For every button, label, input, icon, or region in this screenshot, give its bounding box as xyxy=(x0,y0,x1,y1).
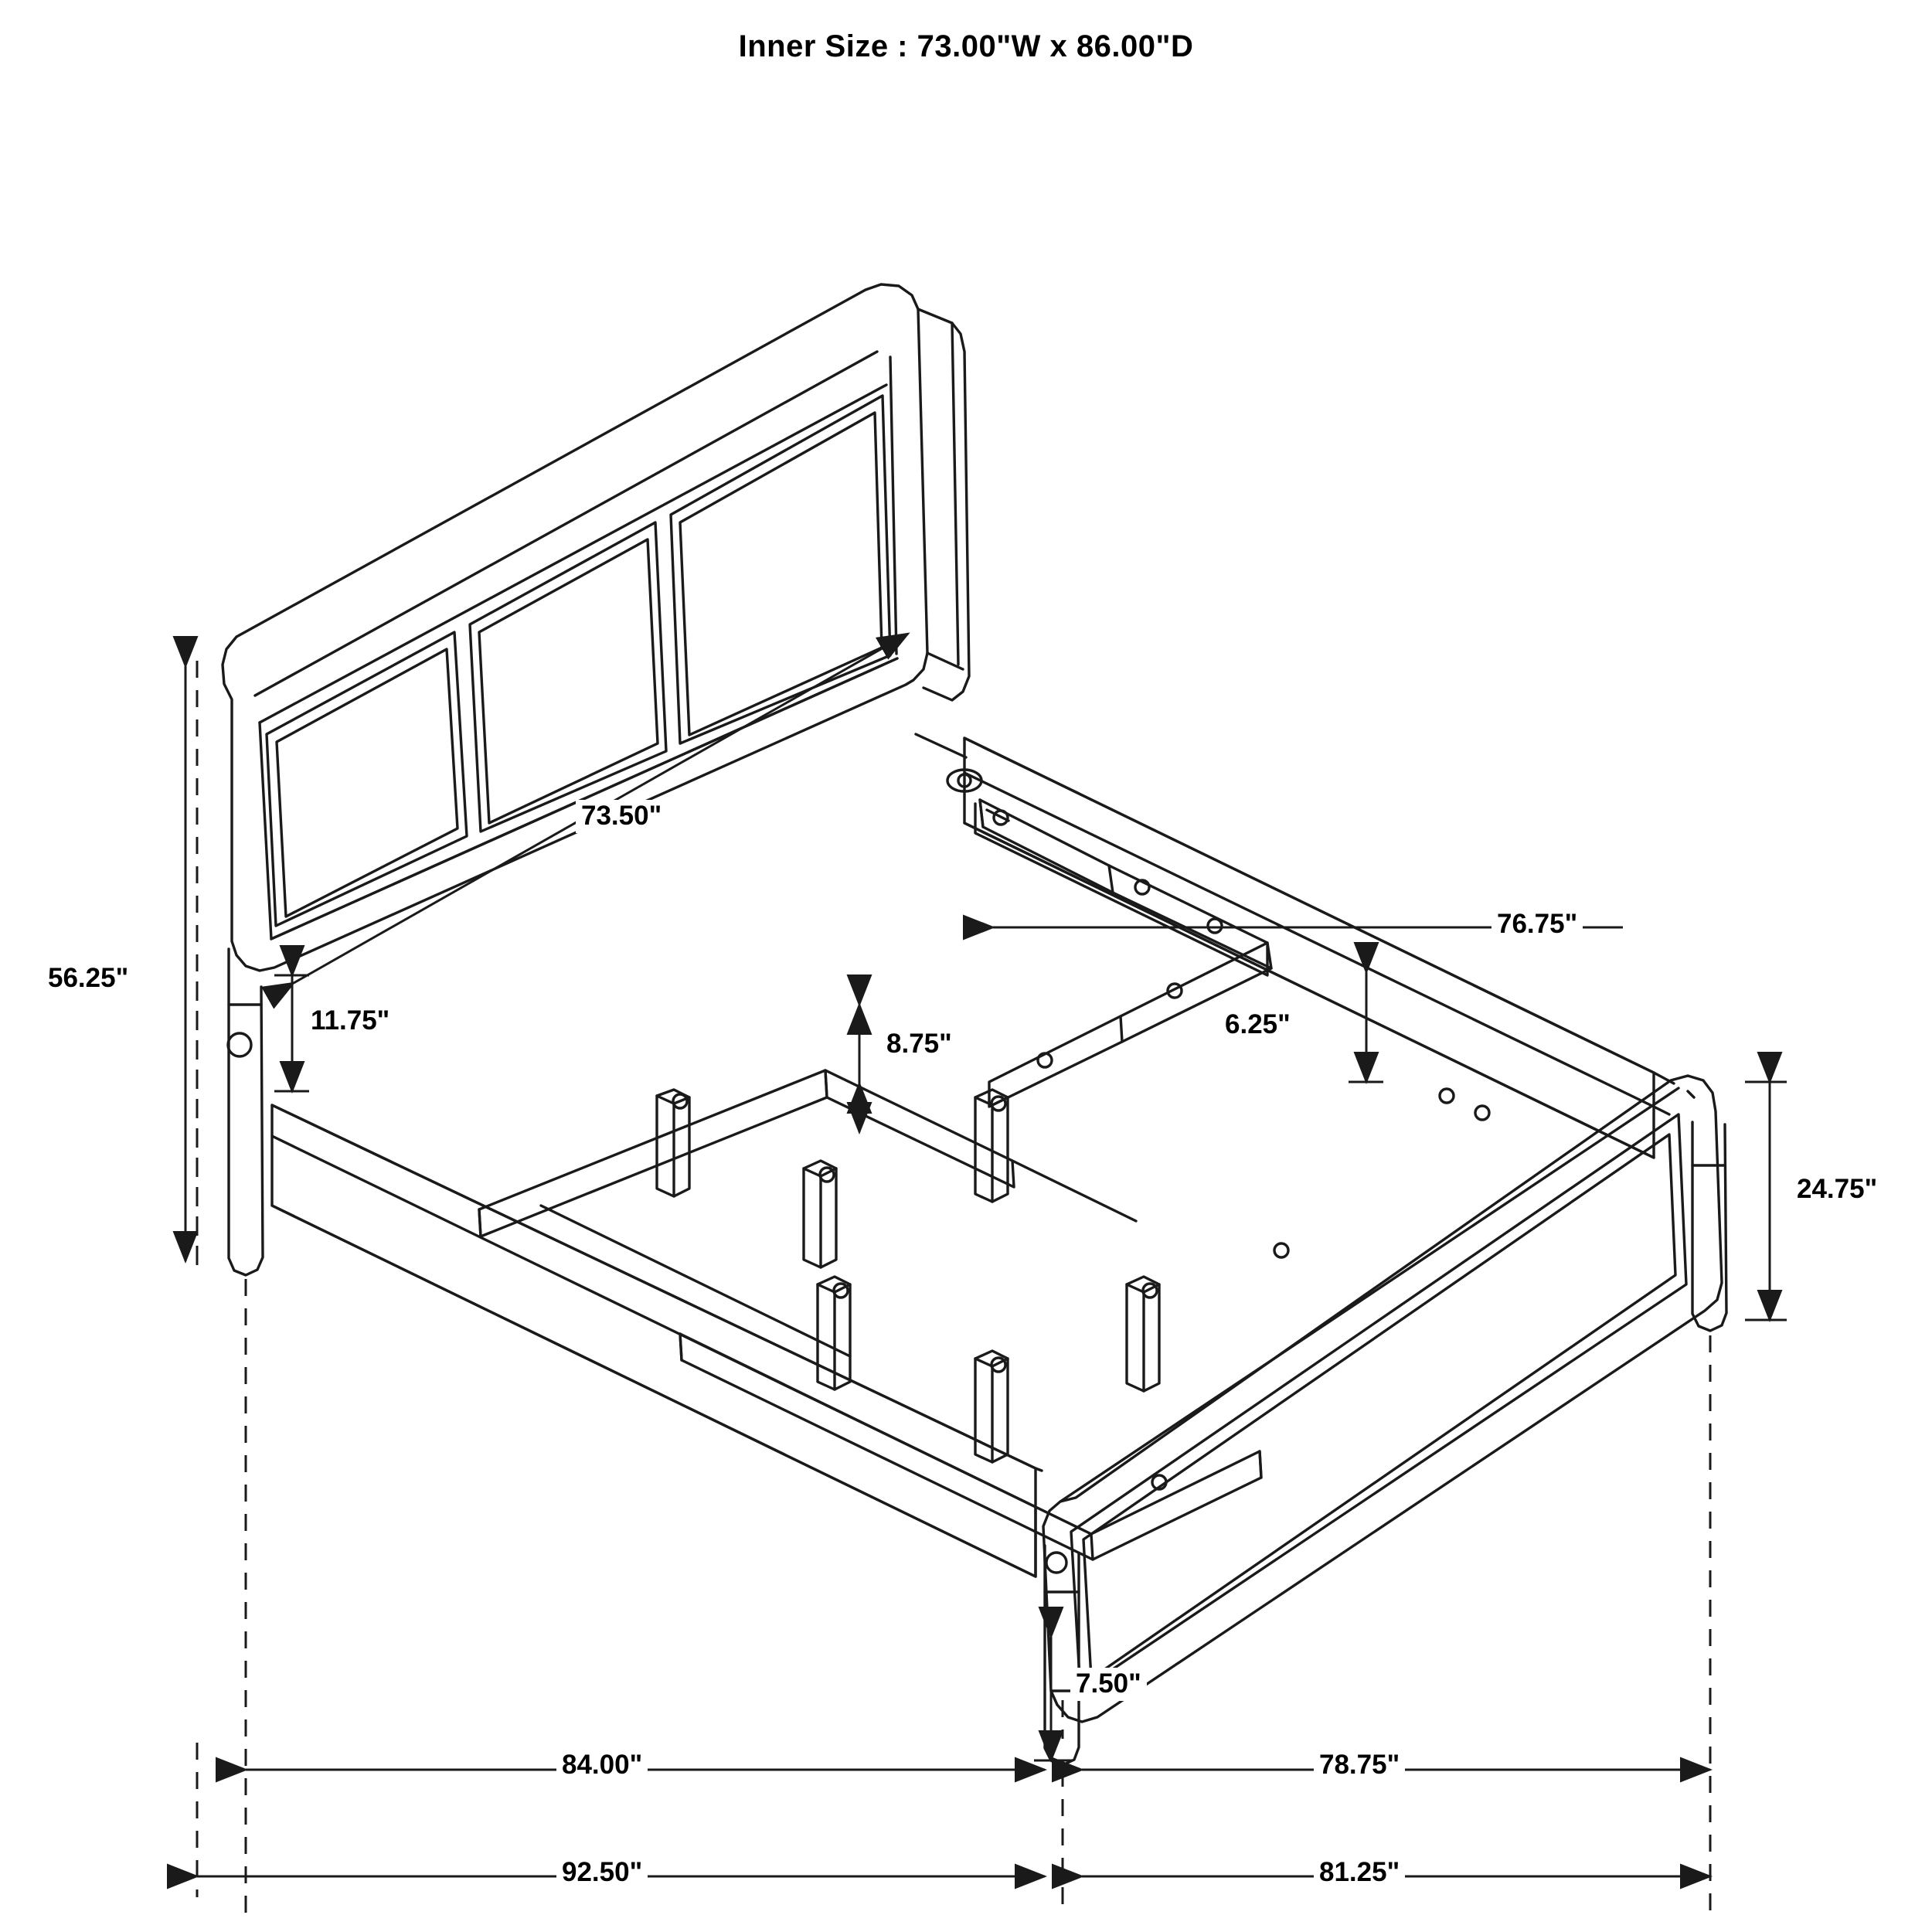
dim-label-headboard-panel-width: 73.50" xyxy=(576,800,667,833)
dim-label-overall-left-span: 92.50" xyxy=(556,1856,648,1889)
dim-label-footboard-height: 24.75" xyxy=(1791,1173,1883,1206)
dim-label-center-support-height: 8.75" xyxy=(881,1028,957,1061)
dim-label-footboard-rail-offset: 6.25" xyxy=(1219,1009,1296,1042)
page-title: Inner Size : 73.00"W x 86.00"D xyxy=(738,29,1194,63)
dim-label-overall-right-depth: 78.75" xyxy=(1314,1749,1405,1782)
dim-label-overall-right-span: 81.25" xyxy=(1314,1856,1405,1889)
dim-label-overall-left-depth: 84.00" xyxy=(556,1749,648,1782)
dim-label-rail-length: 76.75" xyxy=(1492,908,1583,941)
dim-label-headboard-rail-gap: 11.75" xyxy=(305,1005,395,1038)
dim-label-headboard-height: 56.25" xyxy=(43,962,134,995)
dim-label-footboard-leg-height: 7.50" xyxy=(1070,1668,1147,1701)
